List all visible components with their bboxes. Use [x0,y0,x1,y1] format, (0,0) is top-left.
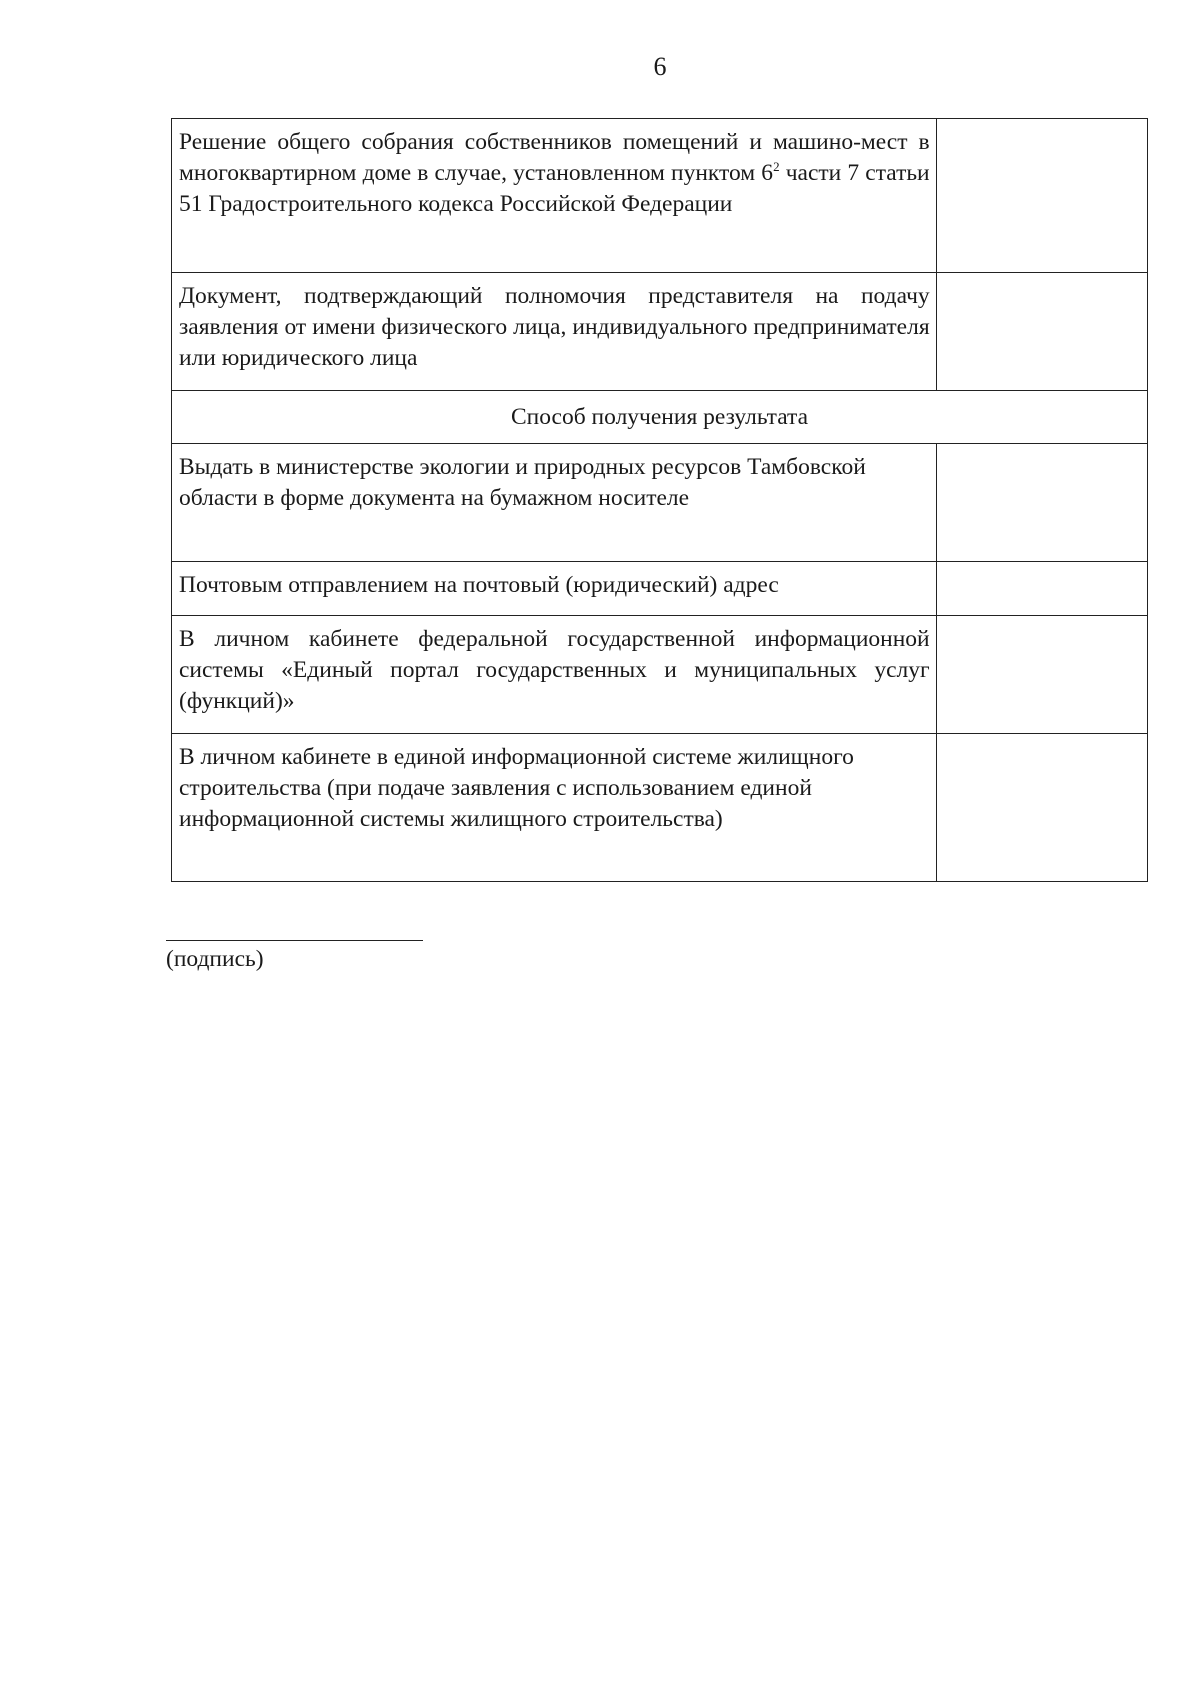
row-text-representative-authority: Документ, подтверждающий полномочия представителя на подачу заявления от имени физического лица, индивидуального предпринимателя или юридического лица [172,273,937,391]
section-title-result-method: Способ получения результата [172,391,1148,444]
table-row [172,119,1148,273]
result-mark-cell[interactable] [936,616,1147,734]
signature-caption: (подпись) [166,946,264,972]
result-mark-cell[interactable] [936,562,1147,616]
page-number: 6 [653,52,667,81]
result-option-post: Почтовым отправлением на почтовый (юридический) адрес [172,562,937,616]
result-option-ministry: Выдать в министерстве экологии и природных ресурсов Тамбовской области в форме документа на бумажном носителе [172,444,937,562]
table-row [172,734,1148,882]
row-text-part: Решение общего собрания собственников помещений и машино-мест в многоквартирном доме в случае, установленном пунктом 6 [179,129,930,186]
table-row [172,562,1148,616]
superscript: 2 [773,159,780,175]
result-mark-cell[interactable] [936,734,1147,882]
row-mark-cell[interactable] [936,119,1147,273]
documents-table [171,118,1148,882]
table-row [172,616,1148,734]
signature-line[interactable] [166,940,423,941]
section-row [172,391,1148,444]
row-mark-cell[interactable] [936,273,1147,391]
result-option-gosuslugi: В личном кабинете федеральной государственной информационной системы «Единый портал государственных и муниципальных услуг (функций)» [172,616,937,734]
row-text-owners-meeting-decision [172,119,937,273]
result-option-eisgs: В личном кабинете в единой информационной системе жилищного строительства (при подаче заявления с использованием единой информационной системы жилищного строительства) [172,734,937,882]
row-text-part: части 7 статьи 51 Градостроительного кодекса Российской Федерации [179,160,930,217]
table-row [172,444,1148,562]
result-mark-cell[interactable] [936,444,1147,562]
table-row [172,273,1148,391]
